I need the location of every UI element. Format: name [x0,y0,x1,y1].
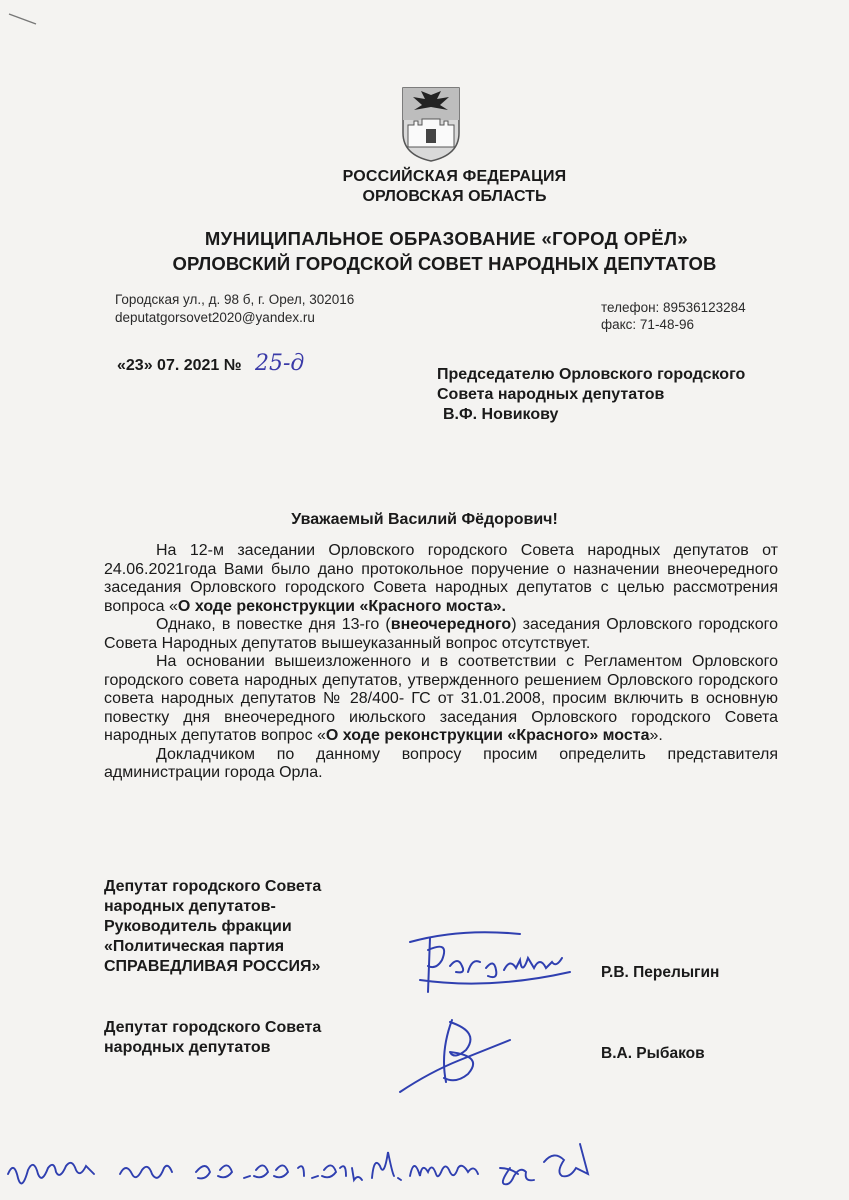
address-text: Городская ул., д. 98 б, г. Орел, 302016 [115,292,355,307]
body-text: ) заседания Орловского городского Совета Народных депутатов вышеуказанный вопрос отсутствует. [104,616,778,652]
handwritten-signature-rybakov [380,1012,520,1100]
corner-scratch-mark [8,12,38,26]
recipient-block [437,365,745,425]
header-region: ОРЛОВСКАЯ ОБЛАСТЬ [362,188,547,205]
letter-body [104,542,778,783]
body-bold-text: О ходе реконструкции «Красного моста». [177,597,506,615]
handwritten-signature-perelygin [400,920,590,1000]
signature-title-line: Руководитель фракции [104,918,292,935]
signature-title-line: Депутат городского Совета [104,878,322,895]
body-paragraph [104,616,778,653]
recipient-name: В.Ф. Новикову [443,406,559,423]
signature-title-line: Депутат городского Совета [104,1019,322,1036]
signature-title-line: народных депутатов- [104,898,276,915]
coat-of-arms-emblem [400,85,462,163]
registration-date: «23» 07. 2021 № [117,357,242,374]
recipient-line: Председателю Орловского городского [437,366,746,383]
body-paragraph [104,542,778,616]
fax-text: факс: 71-48-96 [601,317,694,332]
body-text: Однако, в повестке дня 13-го ( [156,616,391,633]
registration-number-handwritten: 25-д [255,351,305,376]
header-country: РОССИЙСКАЯ ФЕДЕРАЦИЯ [342,168,567,185]
signature-title-block [104,1018,321,1058]
header-municipality: МУНИЦИПАЛЬНОЕ ОБРАЗОВАНИЕ «ГОРОД ОРЁЛ» [204,228,689,249]
greeting: Уважаемый Василий Фёдорович! [291,511,558,528]
header-council: ОРЛОВСКИЙ ГОРОДСКОЙ СОВЕТ НАРОДНЫХ ДЕПУТАТОВ [172,253,717,274]
body-paragraph: Докладчиком по данному вопросу просим определить представителя администрации города Орла. [104,745,778,781]
email-text: deputatgorsovet2020@yandex.ru [115,310,315,325]
signature-title-block [104,877,321,977]
handwritten-received-note [0,1138,849,1200]
body-bold-text: внеочередного [390,616,512,633]
body-text: На 12-м заседании Орловского городского Совета народных депутатов от 24.06.2021года Вами было дано протокольное поручение о назначении внеочередного заседания Орловского городского Совета народных депутатов с целью рассмотрения вопроса « [104,542,778,615]
signature-title-line: народных депутатов [104,1039,271,1056]
body-text: ». [649,727,663,744]
body-bold-text: О ходе реконструкции «Красного» моста [325,727,650,744]
signature-title-line: «Политическая партия [104,938,285,955]
body-text: На основании вышеизложенного и в соответствии с Регламентом Орловского городского совета народных депутатов, утвержденного решением Орловского городского совета народных депутатов № 28/400- ГС от 31.01.2008, просим включить в основную повестку дня внеочередного июльского заседания Орловского городского Совета народных депутатов вопрос « [104,653,778,744]
recipient-line: Совета народных депутатов [437,386,665,403]
phone-text: телефон: 89536123284 [601,300,746,315]
signatory-name: Р.В. Перелыгин [601,964,720,981]
signatory-name: В.А. Рыбаков [601,1045,705,1062]
body-paragraph [104,653,778,746]
signature-title-line: СПРАВЕДЛИВАЯ РОССИЯ» [104,958,321,975]
